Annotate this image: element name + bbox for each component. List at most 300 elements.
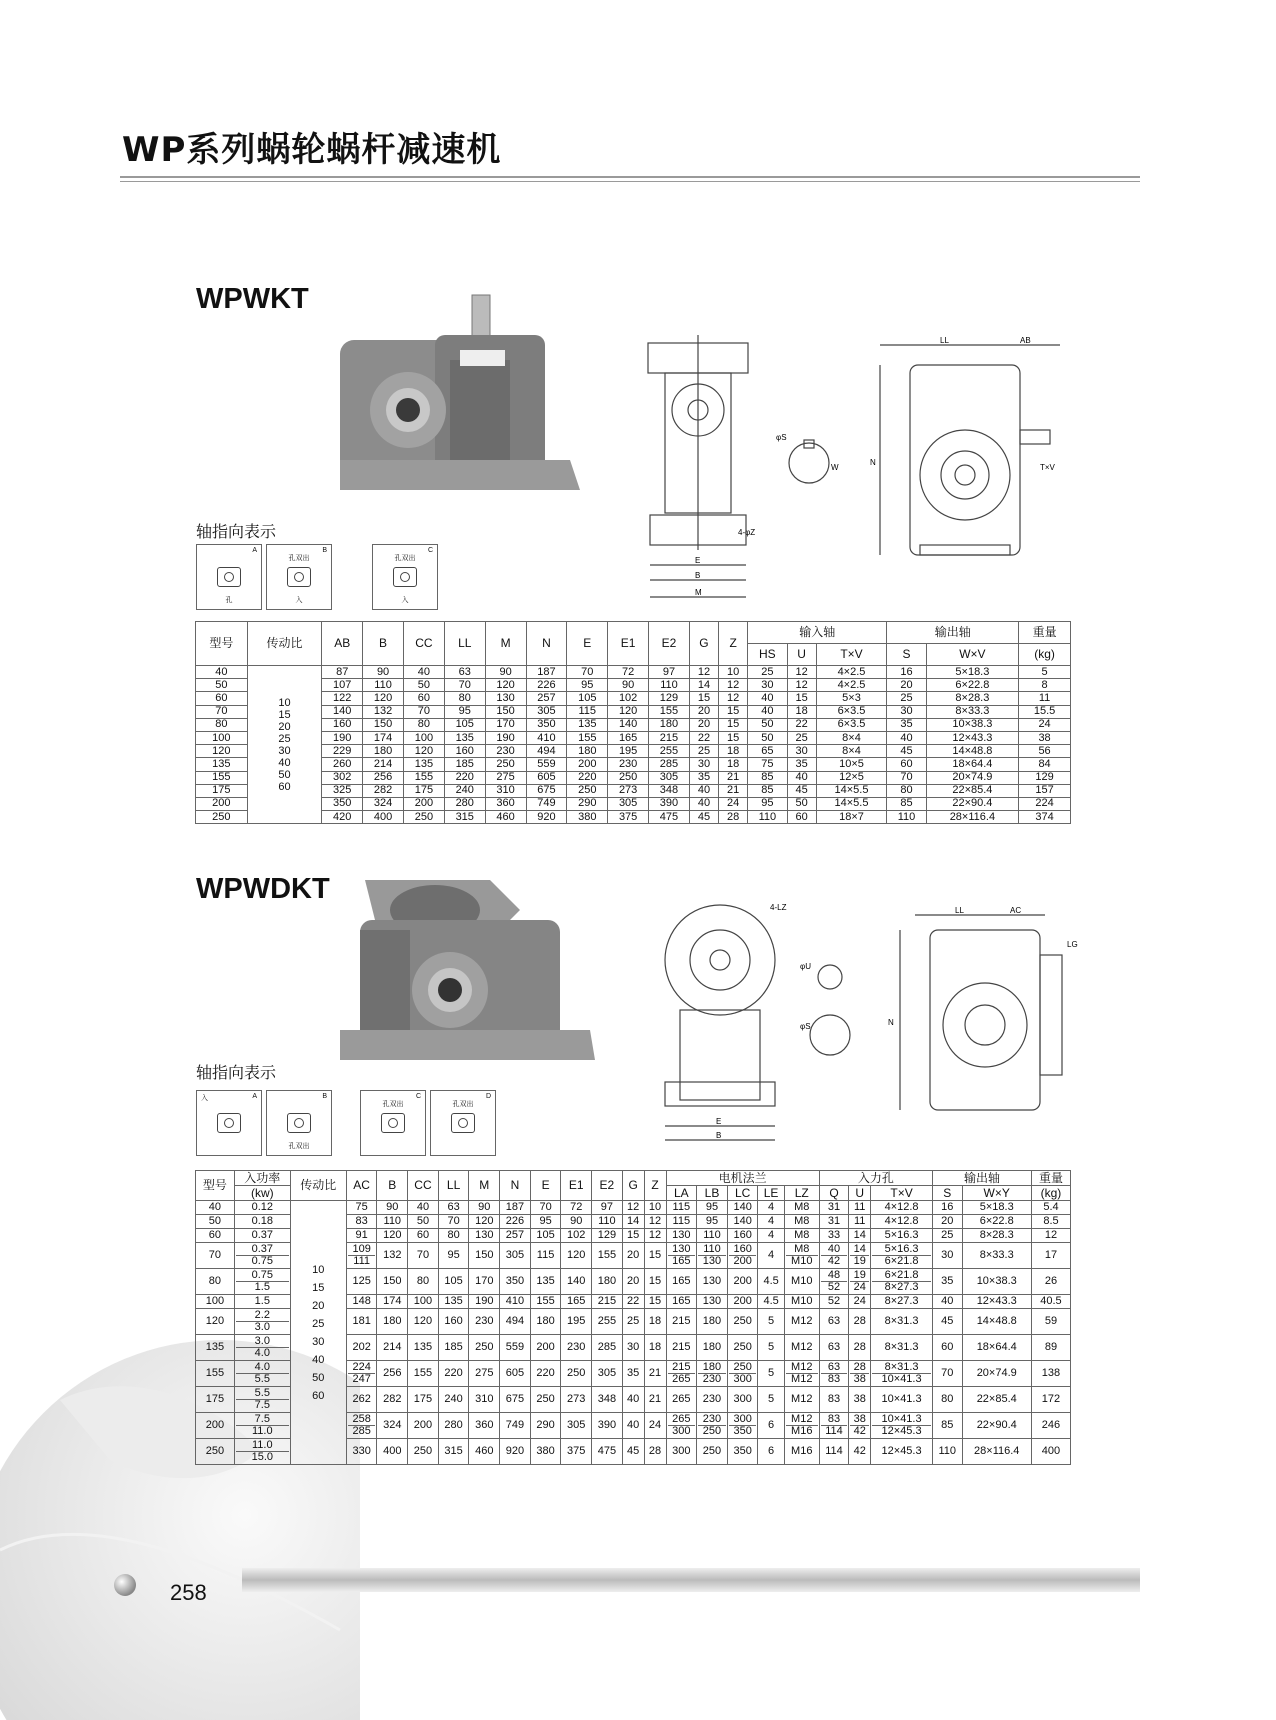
table-cell: 130: [697, 1295, 728, 1309]
table-cell: 115: [530, 1243, 561, 1269]
table-cell: 95: [444, 705, 485, 718]
table-row: [196, 679, 1071, 692]
table-cell: 257: [526, 692, 567, 705]
table-cell: 360: [485, 797, 526, 810]
table-cell: 24: [849, 1295, 871, 1309]
table-cell: 45: [689, 811, 718, 824]
table-cell: 195: [608, 745, 649, 758]
table-row: [196, 797, 1071, 810]
ratio-value: 15: [312, 1281, 325, 1294]
table-cell: 70: [196, 1243, 235, 1269]
table-cell: 11: [849, 1201, 871, 1215]
table-cell: 12: [689, 666, 718, 679]
svg-text:T×V: T×V: [1040, 463, 1055, 472]
table-cell: 256: [377, 1361, 408, 1387]
ratio-value: 30: [278, 744, 291, 757]
table-cell: 157: [1019, 784, 1071, 797]
col-header: 输入轴: [748, 622, 887, 644]
table-row: [196, 745, 1071, 758]
table-cell: 87: [322, 666, 363, 679]
table-cell: 185: [438, 1335, 469, 1361]
table-cell: 5×18.3: [926, 666, 1019, 679]
table-cell: 275: [485, 771, 526, 784]
table-cell: 8×33.3: [926, 705, 1019, 718]
footer-bar: [242, 1568, 1140, 1592]
table-cell: 10×38.3: [926, 718, 1019, 731]
table-cell: 180 230: [697, 1361, 728, 1387]
table-cell: 90: [363, 666, 404, 679]
table-cell: 920: [500, 1439, 531, 1465]
table-cell: 85: [933, 1413, 963, 1439]
table-cell: 83: [346, 1215, 377, 1229]
table-cell: 80: [403, 718, 444, 731]
table-cell: 200: [727, 1269, 758, 1295]
table-cell: 129: [649, 692, 690, 705]
table-cell: 25: [887, 692, 926, 705]
table-cell: 115: [666, 1215, 697, 1229]
table-cell: 290: [530, 1413, 561, 1439]
table-cell: 310: [485, 784, 526, 797]
table-cell: 174: [377, 1295, 408, 1309]
orientation-icon-b: B 孔双出: [266, 1090, 332, 1156]
table-cell: 80: [196, 718, 248, 731]
ratio-value: 10: [312, 1263, 325, 1276]
table-cell: 102: [561, 1229, 592, 1243]
svg-text:N: N: [888, 1018, 894, 1027]
table-cell: 5: [758, 1387, 784, 1413]
table-cell: 230: [697, 1387, 728, 1413]
table-cell: 63 83: [819, 1361, 849, 1387]
table-cell: M12: [784, 1387, 819, 1413]
col-header: E2: [649, 622, 690, 666]
wpwkt-shaft-section: [776, 430, 846, 500]
table-cell: 22×85.4: [926, 784, 1019, 797]
table-cell: 70: [530, 1201, 561, 1215]
table-cell: 215: [592, 1295, 623, 1309]
table-cell: 35: [787, 758, 816, 771]
table-row: [196, 692, 1071, 705]
table-cell: 6×22.8: [962, 1215, 1031, 1229]
table-cell: 280: [438, 1413, 469, 1439]
table-cell: 215: [649, 731, 690, 744]
wpwkt-product-photo: [340, 290, 580, 500]
ratio-value: 40: [312, 1353, 325, 1366]
shaft-orientation-label-1: 轴指向表示: [196, 522, 277, 541]
col-header: E: [567, 622, 608, 666]
svg-text:B: B: [695, 571, 701, 580]
table-cell: 240: [438, 1387, 469, 1413]
table-cell: 8×31.3 10×41.3: [871, 1361, 933, 1387]
table-cell: 187: [500, 1201, 531, 1215]
table-cell: 8×33.3: [962, 1243, 1031, 1269]
table-cell: 100: [196, 1295, 235, 1309]
table-cell: 190: [322, 731, 363, 744]
table-cell: 100: [196, 731, 248, 744]
table-cell: 22×90.4: [962, 1413, 1031, 1439]
table-cell: 45: [787, 784, 816, 797]
table-cell: 135: [408, 1335, 439, 1361]
col-header: 传动比: [247, 622, 322, 666]
table-cell: 4×12.8: [871, 1201, 933, 1215]
table-cell: 4: [758, 1201, 784, 1215]
table-cell: 20: [622, 1269, 644, 1295]
table-cell: 105: [567, 692, 608, 705]
table-cell: 90: [561, 1215, 592, 1229]
table-cell: 10×41.3 12×45.3: [871, 1413, 933, 1439]
table-cell: 14 19: [849, 1243, 871, 1269]
table-cell: 16: [933, 1201, 963, 1215]
table-cell: 60: [403, 692, 444, 705]
table-cell: 273: [608, 784, 649, 797]
table-cell: 494: [526, 745, 567, 758]
table-cell: 84: [1019, 758, 1071, 771]
table-cell: 305: [561, 1413, 592, 1439]
col-header: E1: [608, 622, 649, 666]
table-cell: 5.4: [1031, 1201, 1070, 1215]
table-cell: 170: [485, 718, 526, 731]
table-cell: 8: [1019, 679, 1071, 692]
svg-text:E: E: [695, 556, 701, 565]
table-cell: 135: [403, 758, 444, 771]
table-cell: 150: [485, 705, 526, 718]
table-cell: M12 M12: [784, 1361, 819, 1387]
table-cell: 11.0 15.0: [234, 1439, 290, 1465]
table-cell: 17: [1031, 1243, 1070, 1269]
ratio-value: 50: [278, 768, 291, 781]
table-cell: 70: [567, 666, 608, 679]
table-cell: 8.5: [1031, 1215, 1070, 1229]
table-cell: 475: [649, 811, 690, 824]
table-cell: 60: [933, 1335, 963, 1361]
table-cell: 200: [567, 758, 608, 771]
section-title-wpwdkt: WPWDKT: [196, 873, 330, 905]
ratio-cell: [247, 666, 322, 824]
table-cell: 214: [363, 758, 404, 771]
table-cell: 95: [438, 1243, 469, 1269]
table-cell: 80: [933, 1387, 963, 1413]
table-cell: 14×48.8: [926, 745, 1019, 758]
table-cell: 140: [322, 705, 363, 718]
table-cell: 120: [196, 1309, 235, 1335]
table-cell: 130: [666, 1229, 697, 1243]
table-cell: 90: [485, 666, 526, 679]
table-cell: 749: [526, 797, 567, 810]
table-cell: 375: [561, 1439, 592, 1465]
col-header: B: [363, 622, 404, 666]
svg-text:W: W: [831, 463, 839, 472]
table-cell: 18×64.4: [962, 1335, 1031, 1361]
table-cell: 324: [377, 1413, 408, 1439]
table-cell: 300: [727, 1387, 758, 1413]
table-cell: 138: [1031, 1361, 1070, 1387]
table-cell: 83 114: [819, 1413, 849, 1439]
table-cell: 20: [887, 679, 926, 692]
table-cell: 305: [592, 1361, 623, 1387]
table-cell: 155: [196, 771, 248, 784]
table-cell: 6: [758, 1439, 784, 1465]
table-cell: 63: [819, 1309, 849, 1335]
table-cell: 135: [438, 1295, 469, 1309]
table-cell: 125: [346, 1269, 377, 1295]
table-cell: 155: [530, 1295, 561, 1309]
table-cell: 0.37 0.75: [234, 1243, 290, 1269]
table-cell: 200: [727, 1295, 758, 1309]
table-cell: 300: [666, 1439, 697, 1465]
table-cell: 214: [377, 1335, 408, 1361]
table-cell: 12×5: [816, 771, 887, 784]
table-cell: 273: [561, 1387, 592, 1413]
table-cell: 120: [408, 1309, 439, 1335]
wpwkt-table-body: [196, 666, 1071, 824]
table-cell: 40: [622, 1387, 644, 1413]
table-cell: 105: [438, 1269, 469, 1295]
table-cell: 250: [403, 811, 444, 824]
table-cell: 40: [933, 1295, 963, 1309]
table-cell: 110: [933, 1439, 963, 1465]
table-cell: 63: [438, 1201, 469, 1215]
table-cell: 40: [689, 784, 718, 797]
table-cell: 110: [649, 679, 690, 692]
table-cell: 33: [819, 1229, 849, 1243]
table-cell: 14: [849, 1229, 871, 1243]
table-cell: 675: [526, 784, 567, 797]
table-cell: 110 130: [697, 1243, 728, 1269]
wpwdkt-drawing-side: [885, 905, 1085, 1135]
table-cell: 12×43.3: [962, 1295, 1031, 1309]
table-cell: 185: [444, 758, 485, 771]
table-cell: 5×3: [816, 692, 887, 705]
table-cell: 325: [322, 784, 363, 797]
table-cell: M10: [784, 1269, 819, 1295]
table-cell: 265 300: [666, 1413, 697, 1439]
table-cell: 30: [787, 745, 816, 758]
table-cell: 5: [758, 1309, 784, 1335]
svg-text:LL: LL: [940, 336, 949, 345]
table-cell: 200: [530, 1335, 561, 1361]
svg-text:φS: φS: [776, 433, 787, 442]
svg-text:φU: φU: [800, 962, 811, 971]
table-cell: 110: [363, 679, 404, 692]
table-cell: 10×5: [816, 758, 887, 771]
table-cell: 302: [322, 771, 363, 784]
table-cell: 21: [644, 1361, 666, 1387]
table-cell: 40: [196, 1201, 235, 1215]
table-cell: 65: [748, 745, 787, 758]
table-cell: 48 52: [819, 1269, 849, 1295]
table-cell: 224: [1019, 797, 1071, 810]
table-cell: M8: [784, 1215, 819, 1229]
table-cell: 140: [727, 1201, 758, 1215]
table-cell: 180: [697, 1335, 728, 1361]
table-cell: 230: [561, 1335, 592, 1361]
table-cell: 220: [444, 771, 485, 784]
table-cell: 18: [719, 745, 748, 758]
table-cell: 5: [1019, 666, 1071, 679]
table-cell: 8×4: [816, 731, 887, 744]
table-cell: 160: [322, 718, 363, 731]
table-cell: 15: [689, 692, 718, 705]
table-cell: 4: [758, 1243, 784, 1269]
table-cell: 24: [1019, 718, 1071, 731]
wpwdkt-spec-table: 型号 入功率 传动比 AC B CC LL M N E E1 E2 G Z 电机法兰 入力孔 输出轴 重量 (kw) LA LB LC LE LZ Q U T×V S W×Y (kg) 40 0.12 10 15 20 25 30 40 50 60 75 90 40 63 90 187 70 72 97 12 10 115 95 140 4 M8 31 11 4×12.8 16 5×18.3 5.4 50 0.18 83 110 50 70 120 226 95 90 110 14 12 115 95 140 4 M8 31 11 4×12.8 20 6×22.8 8.5 60 0.37 91 120 60 80 130 257 105 102 129 15 12 130 110 160 4 M8 33 14 5×16.3 25 8×28.3 12 70 0.37 0.75 109 111 132 70 95 150 305 115 120 155 20 15 130 165 110 130 160 200 4 M8 M10 40 42 14 19 5×16.3 6×21.8 30 8×33.3 17 80 0.75 1.5 125 150 80 105 170 350 135 140 180 20 15 165 130 200 4.5 M10 48 52 19 24 6×21.8 8×27.3 35 10×38.3 26 100 1.5 148 174 100 135 190 410 155 165 215 22 15 165 130 200 4.5 M10 52 24 8×27.3 40 12×43.3 40.5 120 2.2 3.0 181 180 120 160 230 494 180 195 255 25 18 215 180 250 5 M12 63 28 8×31.3 45 14×48.8 59 135 3.0 4.0 202 214 135 185 250 559 200 230 285 30 18 215 180 250 5 M12 63 28 8×31.3 60 18×64.4 89 155 4.0 5.5 224 247 256 155 220 275 605 220 250 305 35 21 215 265 180 230 250 300 5 M12 M12 63 83 28 38 8×31.3 10×41.3 70 20×74.9 138 175 5.5 7.5 262 282 175 240 310 675 250 273 348 40 21 265 230 300 5 M12 83 38 10×41.3 80 22×85.4 172 200 7.5 11.0 258 285 324 200 280 360 749 290 305 390 40 24 265 300 230 250 300 350 6 M12 M16 83 114 38 42 10×41.3 12×45.3 85 22×90.4 246 250 11.0 15.0 330 400 250 315 460 920 380 375 475 45 28 300 250 350 6 M16 114 42 12×45.3 110 28×116.4 400: [195, 1170, 1071, 1465]
table-cell: 220: [530, 1361, 561, 1387]
table-cell: 150: [377, 1269, 408, 1295]
table-cell: 15: [644, 1243, 666, 1269]
table-cell: 4.5: [758, 1295, 784, 1309]
table-cell: 8×4: [816, 745, 887, 758]
table-cell: 285: [649, 758, 690, 771]
wpwkt-spec-table: 型号 传动比 AB B CC LL M N E E1 E2 G Z 输入轴 输出轴 重量 HS U T×V S W×V (kg) 40 10 15 20 25 30 40 50 60 87 90 40 63 90 187 70 72 97 12 10 25 12 4×2.5 16 5×18.3 5 50 107 110 50 70 120 226 95 90 110 14 12 30 12 4×2.5 20 6×22.8 8 60 122 120 60 80 130 257 105 102 129 15 12 40 15 5×3 25 8×28.3 11 70 140 132 70 95 150 305 115 120 155 20 15 40 18 6×3.5 30 8×33.3 15.5 80 160 150 80 105 170 350 135 140 180 20 15 50 22 6×3.5 35 10×38.3 24 100 190 174 100 135 190 410 155 165 215 22 15 50 25 8×4 40 12×43.3 38 120 229 180 120 160 230 494 180 195 255 25 18 65 30 8×4 45 14×48.8 56 135 260 214 135 185 250 559 200 230 285 30 18 75 35 10×5 60 18×64.4 84 155 302 256 155 220 275 605 220 250 305 35 21 85 40 12×5 70 20×74.9 129 175 325 282 175 240 310 675 250 273 348 40 21 85 45 14×5.5 80 22×85.4 157 200 350 324 200 280 360 749 290 305 390 40 24 95 50 14×5.5 85 22×90.4 224 250 420 400 250 315 460 920 380 375 475 45 28 110 60 18×7 110 28×116.4 374: [195, 621, 1071, 824]
table-cell: 195: [561, 1309, 592, 1335]
table-cell: 30: [887, 705, 926, 718]
table-cell: 187: [526, 666, 567, 679]
table-cell: 250: [567, 784, 608, 797]
table-cell: 12: [1031, 1229, 1070, 1243]
table-cell: 14×5.5: [816, 797, 887, 810]
svg-text:B: B: [716, 1131, 722, 1140]
table-cell: 6×22.8: [926, 679, 1019, 692]
table-row: [196, 811, 1071, 824]
table-cell: 35: [689, 771, 718, 784]
table-cell: 63: [819, 1335, 849, 1361]
table-cell: 22: [622, 1295, 644, 1309]
table-cell: 240: [444, 784, 485, 797]
table-cell: 170: [469, 1269, 500, 1295]
table-cell: 165: [666, 1295, 697, 1309]
table-cell: 40: [887, 731, 926, 744]
table-cell: 42: [849, 1439, 871, 1465]
table-cell: 95: [697, 1215, 728, 1229]
table-cell: 95: [697, 1201, 728, 1215]
table-cell: 200: [408, 1413, 439, 1439]
table-cell: 40: [408, 1201, 439, 1215]
table-cell: 460: [469, 1439, 500, 1465]
table-cell: 460: [485, 811, 526, 824]
table-cell: 25: [933, 1229, 963, 1243]
table-cell: 220: [567, 771, 608, 784]
table-cell: 10×38.3: [962, 1269, 1031, 1295]
table-cell: 120: [377, 1229, 408, 1243]
table-cell: 140: [561, 1269, 592, 1295]
table-cell: 59: [1031, 1309, 1070, 1335]
table-cell: 380: [567, 811, 608, 824]
table-cell: 160: [438, 1309, 469, 1335]
table-cell: M8: [784, 1229, 819, 1243]
table-cell: 410: [500, 1295, 531, 1309]
table-cell: 90: [469, 1201, 500, 1215]
table-cell: 6: [758, 1413, 784, 1439]
table-cell: 50: [196, 1215, 235, 1229]
table-cell: 230: [608, 758, 649, 771]
table-cell: 3.0 4.0: [234, 1335, 290, 1361]
table-cell: M8: [784, 1201, 819, 1215]
table-cell: 25: [622, 1309, 644, 1335]
table-cell: 85: [887, 797, 926, 810]
table-cell: 250: [727, 1335, 758, 1361]
table-cell: 95: [567, 679, 608, 692]
table-cell: 4.5: [758, 1269, 784, 1295]
shaft-orientation-icons-1: [196, 544, 438, 610]
table-cell: 22: [689, 731, 718, 744]
table-cell: 85: [748, 784, 787, 797]
table-cell: 180: [592, 1269, 623, 1295]
table-cell: 348: [649, 784, 690, 797]
table-cell: 20: [689, 718, 718, 731]
table-cell: 181: [346, 1309, 377, 1335]
table-cell: 150: [469, 1243, 500, 1269]
table-cell: 226: [526, 679, 567, 692]
table-cell: 282: [377, 1387, 408, 1413]
table-cell: 172: [1031, 1387, 1070, 1413]
table-cell: 7.5 11.0: [234, 1413, 290, 1439]
table-cell: 330: [346, 1439, 377, 1465]
table-cell: 18×7: [816, 811, 887, 824]
table-cell: 174: [363, 731, 404, 744]
table-cell: 160: [444, 745, 485, 758]
table-cell: 35: [887, 718, 926, 731]
table-cell: 38 42: [849, 1413, 871, 1439]
table-cell: 215 265: [666, 1361, 697, 1387]
table-cell: 21: [719, 784, 748, 797]
table-cell: 35: [933, 1269, 963, 1295]
table-cell: 559: [526, 758, 567, 771]
table-cell: 30: [622, 1335, 644, 1361]
table-cell: 155: [592, 1243, 623, 1269]
table-cell: 155: [567, 731, 608, 744]
table-cell: 4×2.5: [816, 666, 887, 679]
table-cell: 5×16.3: [871, 1229, 933, 1243]
svg-text:N: N: [870, 458, 876, 467]
table-cell: 6×3.5: [816, 718, 887, 731]
table-cell: 148: [346, 1295, 377, 1309]
table-cell: 18: [787, 705, 816, 718]
table-cell: 95: [530, 1215, 561, 1229]
table-cell: 16: [887, 666, 926, 679]
table-cell: 22: [787, 718, 816, 731]
table-row: [196, 1201, 1071, 1215]
table-cell: 135: [444, 731, 485, 744]
svg-text:LG: LG: [1067, 940, 1078, 949]
table-cell: 190: [469, 1295, 500, 1309]
table-cell: 12: [622, 1201, 644, 1215]
table-cell: 28 38: [849, 1361, 871, 1387]
table-cell: M12 M16: [784, 1413, 819, 1439]
table-cell: 24: [644, 1413, 666, 1439]
table-cell: 15.5: [1019, 705, 1071, 718]
table-cell: 11: [849, 1215, 871, 1229]
table-cell: 749: [500, 1413, 531, 1439]
table-cell: 260: [322, 758, 363, 771]
table-cell: 8×27.3: [871, 1295, 933, 1309]
table-cell: 12: [644, 1215, 666, 1229]
table-cell: 12: [644, 1229, 666, 1243]
ratio-value: 20: [312, 1299, 325, 1312]
table-cell: 63: [444, 666, 485, 679]
ratio-value: 30: [312, 1335, 325, 1348]
col-header: CC: [403, 622, 444, 666]
table-cell: 10: [719, 666, 748, 679]
table-cell: 50: [787, 797, 816, 810]
table-cell: 400: [1031, 1439, 1070, 1465]
table-cell: 115: [567, 705, 608, 718]
table-cell: 250: [485, 758, 526, 771]
table-cell: 920: [526, 811, 567, 824]
table-cell: 130: [485, 692, 526, 705]
table-cell: 25: [787, 731, 816, 744]
svg-text:4-φZ: 4-φZ: [738, 528, 756, 537]
table-cell: 310: [469, 1387, 500, 1413]
table-cell: 15: [719, 718, 748, 731]
